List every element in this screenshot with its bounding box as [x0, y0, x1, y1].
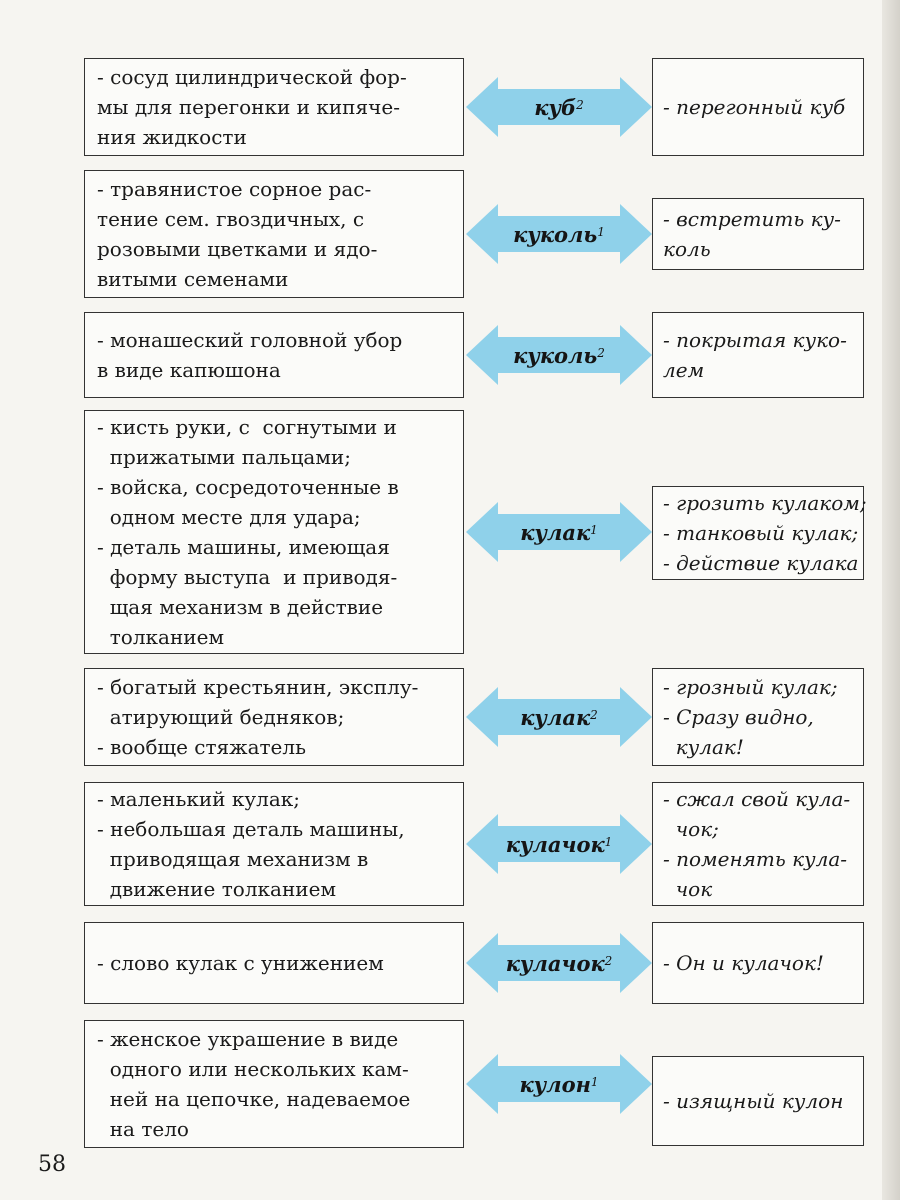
example-line: - Он и кулачок!: [663, 951, 824, 975]
definition-box: [84, 668, 464, 766]
example-line: чок: [663, 877, 713, 901]
definition-line: одного или нескольких кам-: [97, 1057, 409, 1081]
definition-line: - травянистое сорное рас-: [97, 177, 372, 201]
example-line: коль: [663, 237, 711, 261]
definition-line: атирующий бедняков;: [97, 705, 345, 729]
headword-arrow: [466, 502, 652, 562]
example-line: лем: [663, 358, 705, 382]
headword: [466, 325, 652, 385]
definition-box: [84, 1020, 464, 1148]
definition-box: [84, 312, 464, 398]
definition-line: толканием: [97, 625, 225, 649]
example-box: [652, 58, 864, 156]
headword-arrow: [466, 325, 652, 385]
headword-arrow: [466, 814, 652, 874]
example-line: - грозный кулак;: [663, 675, 838, 699]
example-line: - действие кулака: [663, 551, 859, 575]
definition-line: приводящая механизм в: [97, 847, 369, 871]
example-line: кулак!: [663, 735, 744, 759]
homonym-index: 1: [590, 523, 598, 537]
headword-text: куколь: [513, 342, 598, 368]
definition-line: щая механизм в действие: [97, 595, 384, 619]
headword-arrow: [466, 933, 652, 993]
homonym-index: 2: [590, 708, 598, 722]
definition-line: - кисть руки, с согнутыми и: [97, 415, 397, 439]
headword: [466, 933, 652, 993]
headword-text: кулачок: [505, 831, 605, 857]
definition-line: розовыми цветками и ядо-: [97, 237, 378, 261]
definition-line: тение сем. гвоздичных, с: [97, 207, 365, 231]
headword: [466, 204, 652, 264]
example-box: [652, 198, 864, 270]
definition-line: одном месте для удара;: [97, 505, 361, 529]
example-line: - грозить кулаком;: [663, 491, 867, 515]
definition-box: [84, 410, 464, 654]
homonym-index: 2: [576, 98, 584, 112]
example-line: чок;: [663, 817, 719, 841]
definition-line: на тело: [97, 1117, 189, 1141]
homonym-index: 2: [597, 346, 605, 360]
definition-line: мы для перегонки и кипяче-: [97, 95, 400, 119]
example-line: - перегонный куб: [663, 95, 846, 119]
example-box: [652, 486, 867, 580]
headword: [466, 814, 652, 874]
definition-box: [84, 58, 464, 156]
definition-box: [84, 170, 464, 298]
definition-line: ней на цепочке, надеваемое: [97, 1087, 411, 1111]
example-box: [652, 312, 864, 398]
definition-line: в виде капюшона: [97, 358, 281, 382]
definition-line: - богатый крестьянин, эксплу-: [97, 675, 419, 699]
example-line: - покрытая куко-: [663, 328, 847, 352]
homonym-index: 1: [597, 225, 605, 239]
definition-line: - вообще стяжатель: [97, 735, 306, 759]
headword-text: куколь: [513, 221, 598, 247]
headword-arrow: [466, 204, 652, 264]
headword-arrow: [466, 1054, 652, 1114]
example-line: - поменять кула-: [663, 847, 848, 871]
definition-box: [84, 782, 464, 906]
headword-text: кулон: [519, 1071, 591, 1097]
definition-box: [84, 922, 464, 1004]
example-line: - изящный кулон: [663, 1089, 844, 1113]
headword: [466, 77, 652, 137]
definition-line: прижатыми пальцами;: [97, 445, 351, 469]
definition-line: - войска, сосредоточенные в: [97, 475, 399, 499]
headword-text: кулак: [520, 519, 591, 545]
example-box: [652, 782, 864, 906]
homonym-index: 1: [604, 835, 613, 849]
headword: [466, 1054, 652, 1114]
definition-line: - монашеский головной убор: [97, 328, 403, 352]
definition-line: - женское украшение в виде: [97, 1027, 399, 1051]
homonym-index: 1: [590, 1075, 599, 1089]
example-line: - танковый кулак;: [663, 521, 859, 545]
headword-text: куб: [534, 94, 577, 120]
page-edge: [882, 0, 900, 1200]
example-box: [652, 668, 864, 766]
headword-text: кулак: [520, 704, 591, 730]
example-box: [652, 922, 864, 1004]
example-line: - встретить ку-: [663, 207, 841, 231]
headword-arrow: [466, 77, 652, 137]
example-line: - сжал свой кула-: [663, 787, 851, 811]
headword-text: кулачок: [505, 950, 605, 976]
definition-line: - деталь машины, имеющая: [97, 535, 390, 559]
definition-line: витыми семенами: [97, 267, 289, 291]
example-line: - Сразу видно,: [663, 705, 814, 729]
definition-line: - сосуд цилиндрической фор-: [97, 65, 407, 89]
definition-line: - маленький кулак;: [97, 787, 301, 811]
headword: [466, 687, 652, 747]
headword: [466, 502, 652, 562]
definition-line: - небольшая деталь машины,: [97, 817, 405, 841]
definition-line: ния жидкости: [97, 125, 247, 149]
definition-line: движение толканием: [97, 877, 336, 901]
example-box: [652, 1056, 864, 1146]
headword-arrow: [466, 687, 652, 747]
definition-line: - слово кулак с унижением: [97, 951, 384, 975]
page-number: 58: [38, 1152, 66, 1177]
definition-line: форму выступа и приводя-: [97, 565, 398, 589]
homonym-index: 2: [604, 954, 613, 968]
